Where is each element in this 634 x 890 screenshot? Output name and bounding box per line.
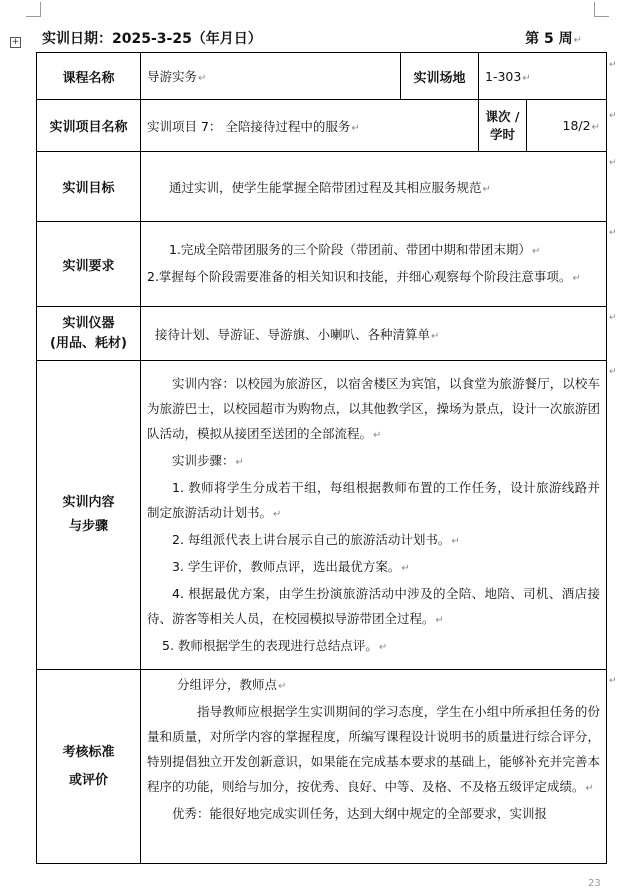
paragraph-mark-icon: ↵ [591, 122, 600, 133]
table-row [37, 670, 607, 864]
steps-title: 实训步骤：↵ [172, 452, 244, 468]
requirement-value[interactable] [141, 222, 607, 307]
goal-label: 实训目标 [37, 152, 141, 222]
paragraph-mark-icon: ↵ [278, 681, 287, 692]
content-label-line-1: 实训内容 [62, 495, 115, 510]
instrument-label [37, 307, 141, 361]
table-row [37, 152, 607, 222]
training-date: 实训日期：2025-3-25（年月日） [42, 31, 262, 47]
table-row [37, 361, 607, 670]
instrument-label-line-1: 实训仪器 [62, 315, 115, 331]
paragraph-mark-icon: ↵ [235, 456, 244, 468]
assessment-line: 指导教师应根据学生实训期间的学习态度，学生在小组中所承担任务的份量和质量，对所学内容的掌握程度，所编写课程设计说明书的质量进行综合评分，特别提倡独立开发创新意识，如果能在完成基本要求的基础上，能够补充并完善本程序的功能，则给与加分，按优秀、良好、中等、及格、不及格五级评定成绩。↵ [147, 704, 600, 794]
goal-value[interactable]: 通过实训，使学生能掌握全陪带团过程及其相应服务规范↵ [141, 152, 607, 222]
table-row [37, 222, 607, 307]
table-row [37, 307, 607, 361]
step-item: 1. 教师将学生分成若干组，每组根据教师布置的工作任务，设计旅游线路并制定旅游活动计划书。↵ [147, 479, 600, 520]
paragraph-mark-icon: ↵ [531, 246, 541, 257]
instrument-label-line-2: (用品、耗材) [50, 335, 127, 351]
paragraph-mark-icon: ↵ [522, 72, 531, 84]
requirement-label: 实训要求 [37, 222, 141, 307]
assessment-label [37, 670, 141, 864]
content-label-line-2: 与步骤 [68, 519, 108, 534]
site-value[interactable]: 1-303↵ [479, 53, 607, 100]
page-corner-mark-top-left [26, 2, 41, 17]
row-end-mark-icon: ↵ [609, 228, 617, 238]
week-number: 第 5 周↵ [525, 31, 582, 47]
assessment-label-line-2: 或评价 [68, 772, 108, 788]
page-corner-mark-top-right [594, 2, 609, 17]
project-name-value[interactable]: 实训项目 7： 全陪接待过程中的服务↵ [141, 100, 479, 152]
row-end-mark-icon: ↵ [609, 367, 617, 377]
class-hours-label: 课次 / 学时 [479, 100, 527, 152]
paragraph-mark-icon: ↵ [573, 35, 582, 46]
assessment-line: 分组评分，教师点↵ [177, 677, 287, 692]
paragraph-mark-icon: ↵ [435, 614, 444, 626]
course-name-label: 课程名称 [37, 53, 141, 100]
requirement-item: 1.完成全陪带团服务的三个阶段（带团前、带团中期和带团末期）↵ [169, 242, 541, 257]
paragraph-mark-icon: ↵ [378, 641, 388, 653]
course-name-value[interactable]: 导游实务↵ [141, 53, 401, 100]
table-move-handle-icon[interactable]: + [11, 37, 20, 47]
paragraph-mark-icon: ↵ [401, 562, 410, 574]
site-label: 实训场地 [401, 53, 479, 100]
table-row [37, 53, 607, 100]
paragraph-mark-icon: ↵ [451, 535, 460, 547]
step-item: 2. 每组派代表上讲台展示自己的旅游活动计划书。↵ [172, 531, 460, 547]
table-row [37, 100, 607, 152]
step-item: 5. 教师根据学生的表现进行总结点评。↵ [162, 637, 388, 653]
assessment-value[interactable] [141, 670, 607, 864]
content-intro: 实训内容：以校园为旅游区，以宿舍楼区为宾馆，以食堂为旅游餐厅，以校车为旅游巴士，以校园超市为购物点，以其他教学区，操场为景点，设计一次旅游团队活动，模拟从接团至送团的全部流程。↵ [147, 375, 600, 441]
project-name-label: 实训项目名称 [37, 100, 141, 152]
paragraph-mark-icon: ↵ [351, 122, 360, 134]
paragraph-mark-icon: ↵ [273, 508, 282, 520]
paragraph-mark-icon: ↵ [373, 429, 382, 441]
content-steps-label [37, 361, 141, 670]
row-end-mark-icon: ↵ [609, 158, 617, 168]
content-steps-value[interactable] [141, 361, 607, 670]
step-item: 3. 学生评价，教师点评，选出最优方案。↵ [172, 558, 410, 574]
instrument-value[interactable]: 接待计划、导游证、导游旗、小喇叭、各种清算单↵ [141, 307, 607, 361]
paragraph-mark-icon: ↵ [482, 183, 491, 195]
assessment-label-line-1: 考核标准 [62, 744, 115, 760]
paragraph-mark-icon: ↵ [585, 783, 594, 794]
step-item: 4. 根据最优方案，由学生扮演旅游活动中涉及的全陪、地陪、司机、酒店接待、游客等相关人员，在校园模拟导游带团全过程。↵ [147, 585, 600, 626]
paragraph-mark-icon: ↵ [572, 273, 581, 284]
page-number: 23 [588, 878, 601, 889]
class-hours-value[interactable]: 18/2↵ [527, 100, 607, 152]
assessment-line: 优秀：能很好地完成实训任务，达到大纲中规定的全部要求，实训报 [172, 806, 548, 821]
training-table [36, 52, 607, 864]
paragraph-mark-icon: ↵ [198, 73, 207, 84]
row-end-mark-icon: ↵ [609, 676, 617, 686]
row-end-mark-icon: ↵ [609, 313, 617, 323]
training-header [36, 28, 582, 48]
requirement-item: 2.掌握每个阶段需要准备的相关知识和技能，并细心观察每个阶段注意事项。↵ [147, 269, 581, 284]
paragraph-mark-icon: ↵ [431, 330, 440, 342]
row-end-mark-icon: ↵ [609, 60, 617, 70]
row-end-mark-icon: ↵ [609, 111, 617, 121]
